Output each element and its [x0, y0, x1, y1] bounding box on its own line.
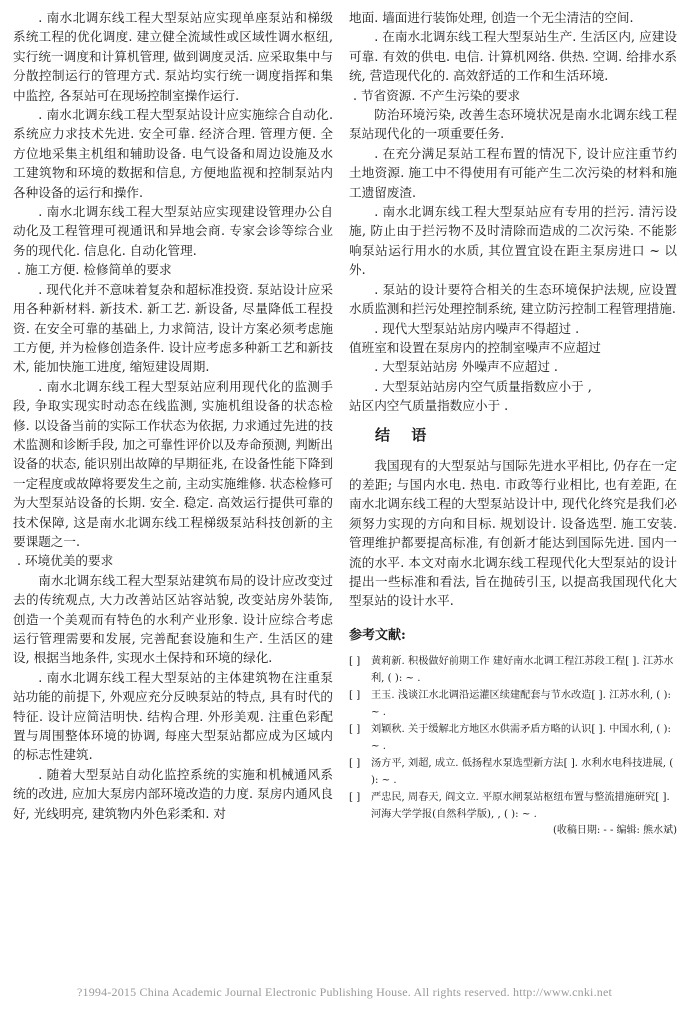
reference-text: 黄莉新. 积极做好前期工作 建好南水北调工程江苏段工程[ ]. 江苏水利, ( ): ~ . — [371, 655, 674, 684]
paragraph: . 泵站的设计要符合相关的生态环境保护法规, 应设置水质监测和拦污处理控制系统, 建立防污控制工程管理措施. — [349, 281, 677, 317]
paragraph: . 在充分满足泵站工程布置的情况下, 设计应注重节约土地资源. 施工中不得使用有可能产生二次污染的材料和施工遗留废渣. — [349, 145, 677, 200]
paragraph: . 南水北调东线工程大型泵站应利用现代化的监测手段, 争取实现实时动态在线监测, 实施机组设备的状态检修. 以设备当前的实际工作状态为依据, 力求通过先进的技术监测和诊断手段, 加之可靠性评价以及寿命预测, 判断出设备的状态, 能识别出故障的早期征兆, 在设备性能下降到一定程度或故障将要发生之前, 主动实施维修. 状态检修可为大型泵站设备的长期. 安全. 稳定. 高效运行提供可靠的技术保障, 这是南水北调东线工程梯级泵站科技创新的主要课题之一. — [13, 378, 333, 549]
paragraph: . 大型泵站站房内空气质量指数应小于 , — [374, 378, 592, 394]
reference-item — [349, 721, 677, 755]
received-date-editor: (收稿日期: - - 编辑: 熊水斌) — [552, 824, 677, 836]
reference-text: 刘颖秋. 关于缓解北方地区水供需矛盾方略的认识[ ]. 中国水利, ( ): ~ . — [371, 723, 671, 752]
subsection-heading: . 施工方便. 检修简单的要求 — [17, 262, 172, 278]
reference-list — [349, 653, 677, 823]
reference-number: [ ] — [349, 655, 361, 667]
reference-number: [ ] — [349, 791, 361, 803]
paragraph: . 南水北调东线工程大型泵站设计应实施综合自动化. 系统应力求技术先进. 安全可靠. 经济合理. 管理方便. 全方位地采集主机组和辅助设备. 电气设备和周边设施及水工建筑物和环境的数据和信息, 方便地监视和控制泵站内各种设备的运行和操作. — [13, 107, 333, 200]
paragraph: . 南水北调东线工程大型泵站的主体建筑物在注重泵站功能的前提下, 外观应充分反映泵站的特点, 具有时代的特征. 设计应简洁明快. 结构合理. 外形美观. 注重色彩配置与周围整体环境的协调, 每座大型泵站都应成为区域内的标志性建筑. — [13, 669, 333, 763]
paragraph: 防治环境污染, 改善生态环境状况是南水北调东线工程泵站现代化的一项重要任务. — [349, 107, 677, 142]
reference-number: [ ] — [349, 723, 361, 735]
paragraph: . 现代化并不意味着复杂和超标准投资. 泵站设计应采用各种新材料. 新技术. 新工艺. 新设备, 尽量降低工程投资. 在安全可靠的基础上, 力求简洁, 设计方案必须考虑施工方便, 并为检修创造条件. 设计应考虑多种新工艺和新技术, 能加快施工进度, 缩短建设周期. — [13, 281, 333, 375]
paragraph: . 现代大型泵站站房内噪声不得超过 . — [374, 320, 580, 336]
subsection-heading: . 节省资源. 不产生污染的要求 — [353, 87, 521, 103]
reference-number: [ ] — [349, 689, 361, 701]
reference-item — [349, 755, 677, 789]
subsection-heading: . 环境优美的要求 — [17, 553, 114, 569]
reference-number: [ ] — [349, 757, 361, 769]
paragraph: 值班室和设置在泵房内的控制室噪声不应超过 — [349, 339, 601, 355]
conclusion-paragraph: 我国现有的大型泵站与国际先进水平相比, 仍存在一定的差距; 与国内水电. 热电. 市政等行业相比, 也有差距, 在南水北调东线工程的大型泵站设计中, 现代化终究是我们必须努力实现的方向和目标. 规划设计. 设备选型. 施工安装. 管理维护都要提高标准, 有创新才能达到国际先进. 国内一流的水平. 本文对南水北调东线工程现代化大型泵站的设计提出一些标准和看法, 旨在抛砖引玉, 以提高我国现代化大型泵站的设计水平. — [349, 457, 677, 609]
paragraph: . 南水北调东线工程大型泵站应实现单座泵站和梯级系统工程的优化调度. 建立健全流域性或区域性调水枢纽, 实行统一调度和计算机管理, 做到调度灵活. 应采取集中与分散控制运行的管理方式. 泵站均实行统一调度指挥和集中监控, 各泵站可在现场控制室操作运行. — [13, 10, 333, 103]
paragraph: . 南水北调东线工程大型泵站应实现建设管理办公自动化及工程管理可视通讯和异地会商. 专家会诊等综合业务的现代化. 信息化. 自动化管理. — [13, 204, 333, 258]
reference-text: 王玉. 浅谈江水北调沿运灌区续建配套与节水改造[ ]. 江苏水利, ( ): ~ . — [371, 689, 671, 718]
right-column — [349, 8, 677, 839]
reference-text: 汤方平, 刘超, 成立. 低扬程水泵选型新方法[ ]. 水利水电科技进展, ( ): ~ . — [371, 757, 674, 786]
paragraph: . 在南水北调东线工程大型泵站生产. 生活区内, 应建设可靠. 有效的供电. 电信. 计算机网络. 供热. 空调. 给排水系统, 营造现代化的. 高效舒适的工作和生活环境. — [349, 29, 677, 84]
reference-text: 严忠民, 周春天, 阎文立. 平原水闸泵站枢纽布置与整流措施研究[ ]. 河海大学学报(自然科学版), , ( ): ~ . — [371, 791, 670, 820]
paragraph: . 大型泵站站房 外噪声不应超过 . — [374, 359, 558, 375]
paragraph: . 随着大型泵站自动化监控系统的实施和机械通风系统的改进, 应加大泵房内部环境改造的力度. 泵房内通风良好, 光线明亮, 建筑物内外色彩柔和. 对 — [13, 766, 333, 821]
paragraph: . 南水北调东线工程大型泵站应有专用的拦污. 清污设施, 防止由于拦污物不及时清除而造成的二次污染. 不能影响泵站运行用水的水质, 其位置宜设在距主泵房进口 ~ 以外. — [349, 204, 677, 278]
reference-item — [349, 687, 677, 721]
left-column — [13, 8, 333, 823]
reference-item — [349, 653, 677, 687]
paragraph: 站区内空气质量指数应小于 . — [349, 398, 509, 414]
copyright-footer: ?1994-2015 China Academic Journal Electronic Publishing House. All rights reserved. http://www.cnki.net — [76, 985, 613, 999]
section-heading-conclusion: 结 语 — [375, 425, 435, 444]
reference-item — [349, 789, 677, 823]
paragraph: 南水北调东线工程大型泵站建筑布局的设计应改变过去的传统观点, 大力改善站区站容站貌, 改变站房外装饰, 创造一个美观而有特色的水利产业形象. 设计应综合考虑运行管理需要和发展, 完善配套设施和生产. 生活区的建设, 根据当地条件, 实现水土保持和环境的绿化. — [13, 572, 333, 666]
paragraph: 地面. 墙面进行装饰处理, 创造一个无尘清洁的空间. — [349, 10, 634, 25]
references-heading: 参考文献: — [349, 627, 406, 643]
